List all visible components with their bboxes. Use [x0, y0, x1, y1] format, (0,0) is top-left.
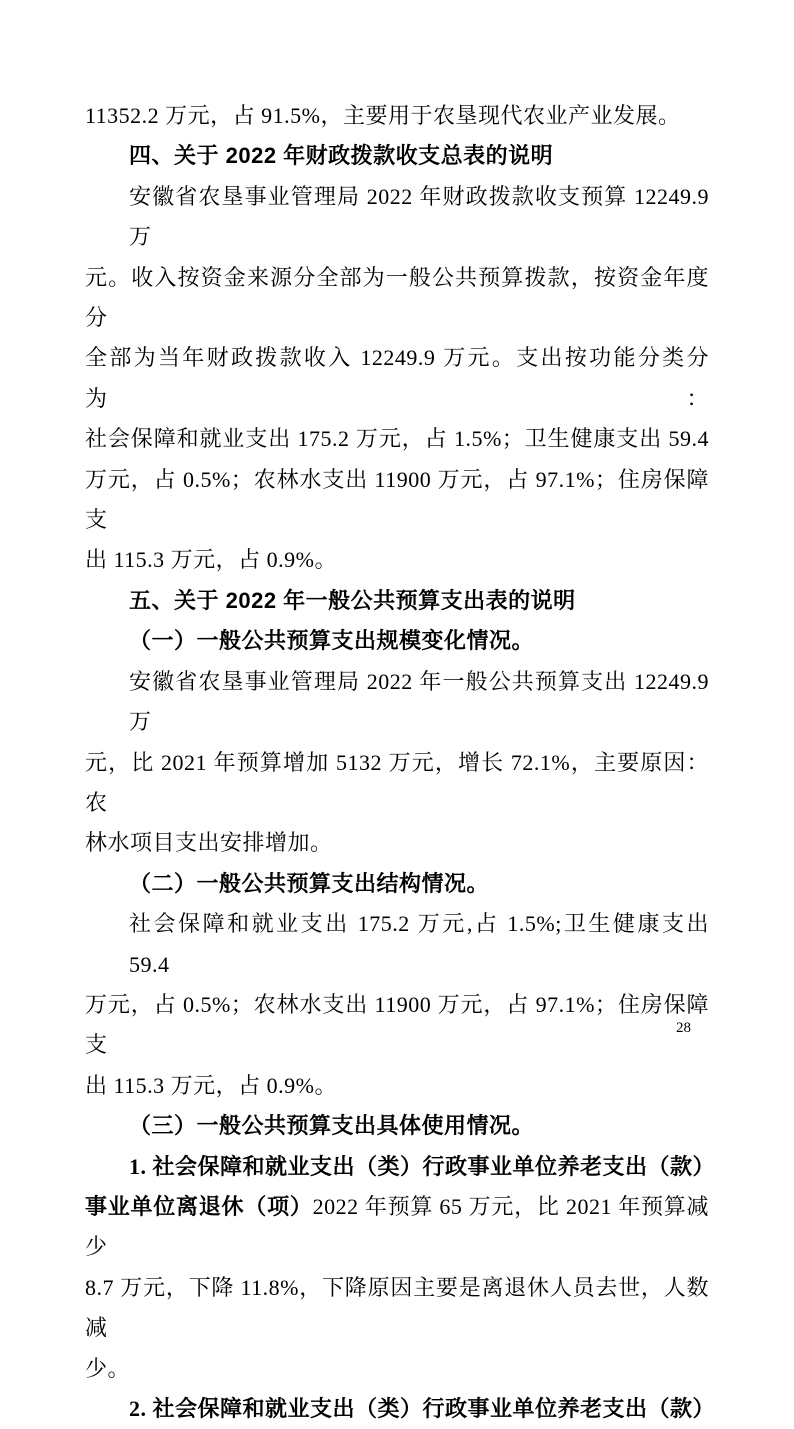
body-line: 出 115.3 万元，占 0.9%。: [85, 1072, 338, 1098]
item-1-subheading: 事业单位离退休（项）: [85, 1193, 313, 1219]
item-1-heading: 1. 社会保障和就业支出（类）行政事业单位养老支出（款）: [129, 1153, 716, 1179]
body-line: 少。: [85, 1355, 131, 1381]
body-line: 全部为当年财政拨款收入 12249.9 万元。支出按功能分类分为：: [85, 345, 709, 411]
subsection-heading-two: （二）一般公共预算支出结构情况。: [129, 870, 490, 896]
body-line-continuation: 11352.2 万元，占 91.5%，主要用于农垦现代农业产业发展。: [85, 103, 681, 128]
body-line: 安徽省农垦事业管理局 2022 年财政拨款收支预算 12249.9 万: [129, 183, 709, 250]
body-line: 元。收入按资金来源分全部为一般公共预算拨款，按资金年度分: [85, 264, 709, 331]
item-1-detail-line: [85, 1187, 709, 1268]
subsection-heading-three: （三）一般公共预算支出具体使用情况。: [129, 1113, 535, 1139]
body-line: 万元，占 0.5%；农林水支出 11900 万元，占 97.1%；住房保障支: [85, 466, 709, 533]
body-line: 8.7 万元，下降 11.8%，下降原因主要是离退休人员去世，人数减: [85, 1274, 709, 1341]
section-heading-four: 四、关于 2022 年财政拨款收支总表的说明: [129, 143, 554, 169]
body-line: 社会保障和就业支出 175.2 万元，占 1.5%；卫生健康支出 59.4: [85, 426, 709, 452]
body-line: 安徽省农垦事业管理局 2022 年一般公共预算支出 12249.9 万: [129, 668, 709, 735]
item-1-detail-text: 2022 年预算 65 万元，比 2021 年预算减少: [85, 1193, 709, 1260]
subsection-heading-one: （一）一般公共预算支出规模变化情况。: [129, 628, 535, 654]
body-line: 万元，占 0.5%；农林水支出 11900 万元，占 97.1%；住房保障支: [85, 991, 709, 1058]
body-line: 元，比 2021 年预算增加 5132 万元，增长 72.1%，主要原因：农: [85, 749, 709, 815]
page-number: 28: [676, 1020, 691, 1036]
document-body: [85, 96, 716, 1429]
section-heading-five: 五、关于 2022 年一般公共预算支出表的说明: [129, 587, 576, 613]
item-2-heading: 2. 社会保障和就业支出（类）行政事业单位养老支出（款）: [129, 1396, 716, 1421]
body-line: 林水项目支出安排增加。: [85, 830, 333, 856]
body-line: 社会保障和就业支出 175.2 万元,占 1.5%;卫生健康支出 59.4: [129, 911, 709, 977]
body-line: 出 115.3 万元，占 0.9%。: [85, 547, 338, 573]
